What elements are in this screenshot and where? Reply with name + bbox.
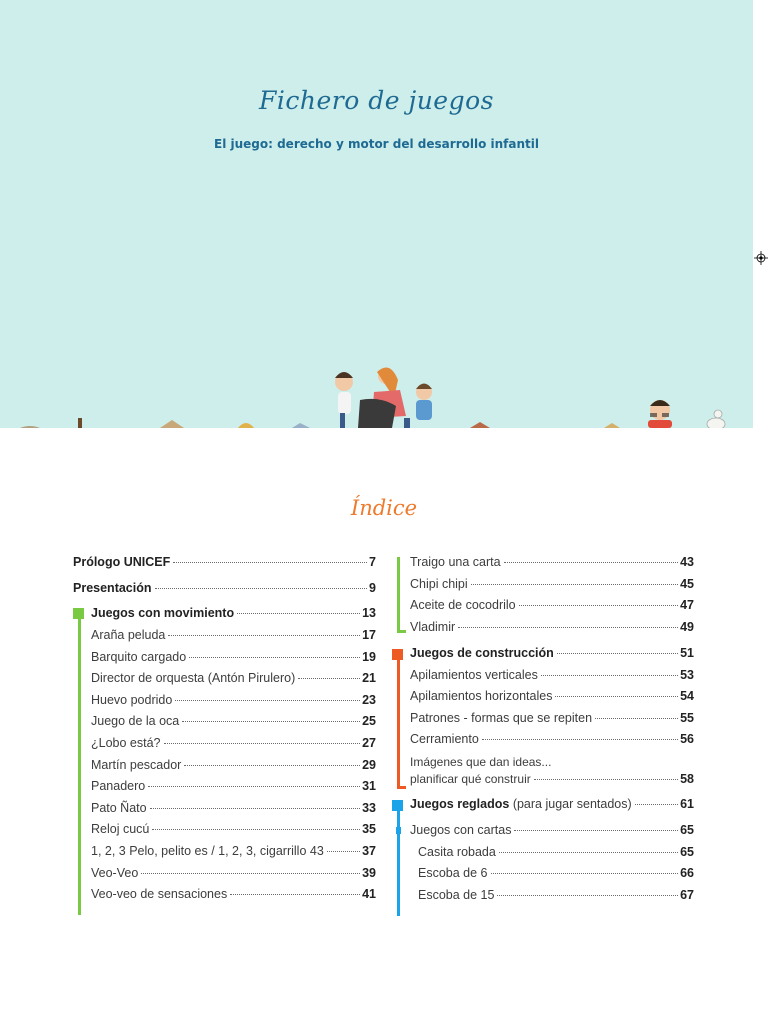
toc-entry[interactable]: Veo-Veo 39 bbox=[91, 866, 376, 880]
toc-section-juegos-de-construccion[interactable]: Juegos de construcción 51 bbox=[410, 646, 694, 660]
toc-entry[interactable]: Escoba de 15 67 bbox=[418, 888, 694, 902]
toc-entry[interactable]: Cerramiento 56 bbox=[410, 732, 694, 746]
toc-entry[interactable]: Traigo una carta 43 bbox=[410, 555, 694, 569]
cover-panel bbox=[0, 0, 753, 428]
toc-entry[interactable]: Martín pescador 29 bbox=[91, 758, 376, 772]
toc-entry[interactable]: Pato Ñato 33 bbox=[91, 801, 376, 815]
toc-entry[interactable]: Aceite de cocodrilo 47 bbox=[410, 598, 694, 612]
toc-entry-prologo[interactable]: Prólogo UNICEF 7 bbox=[73, 555, 376, 569]
subsection-bullet-blue bbox=[396, 827, 401, 834]
toc-entry[interactable]: Araña peluda 17 bbox=[91, 628, 376, 642]
toc-entry[interactable]: Patrones - formas que se repiten 55 bbox=[410, 711, 694, 725]
toc-section-juegos-con-movimiento[interactable]: Juegos con movimiento 13 bbox=[91, 606, 376, 620]
toc-entry[interactable]: ¿Lobo está? 27 bbox=[91, 736, 376, 750]
section-line-orange bbox=[397, 649, 400, 789]
section-line-blue bbox=[397, 800, 400, 916]
toc-entry[interactable]: Chipi chipi 45 bbox=[410, 577, 694, 591]
cover-title: Fichero de juegos bbox=[259, 86, 494, 115]
toc-entry[interactable]: Apilamientos verticales 53 bbox=[410, 668, 694, 682]
toc-entry[interactable]: Apilamientos horizontales 54 bbox=[410, 689, 694, 703]
toc-entry[interactable]: Barquito cargado 19 bbox=[91, 650, 376, 664]
toc-section-juegos-reglados[interactable]: Juegos reglados (para jugar sentados) 61 bbox=[410, 797, 694, 811]
cover-subtitle: El juego: derecho y motor del desarrollo infantil bbox=[214, 137, 539, 151]
toc-entry[interactable]: Reloj cucú 35 bbox=[91, 822, 376, 836]
toc-entry[interactable]: Juegos con cartas 65 bbox=[410, 823, 694, 837]
toc-entry-first-line: Imágenes que dan ideas... bbox=[410, 755, 552, 769]
toc-entry[interactable]: Vladimir 49 bbox=[410, 620, 694, 634]
index-title: Índice bbox=[350, 496, 418, 520]
toc-entry[interactable]: Casita robada 65 bbox=[418, 845, 694, 859]
registration-mark-icon bbox=[754, 251, 768, 265]
section-line-green-continued bbox=[397, 557, 400, 633]
toc-entry[interactable]: Veo-veo de sensaciones 41 bbox=[91, 887, 376, 901]
toc-entry[interactable]: Huevo podrido 23 bbox=[91, 693, 376, 707]
toc-entry[interactable]: planificar qué construir 58 bbox=[410, 772, 694, 786]
section-end-tick-orange bbox=[397, 786, 406, 789]
toc-entry[interactable]: Panadero 31 bbox=[91, 779, 376, 793]
toc-entry[interactable]: Director de orquesta (Antón Pirulero) 21 bbox=[91, 671, 376, 685]
toc-entry[interactable]: 1, 2, 3 Pelo, pelito es / 1, 2, 3, cigarrillo 43 37 bbox=[91, 844, 376, 858]
toc-entry-presentacion[interactable]: Presentación 9 bbox=[73, 581, 376, 595]
children-playing-illustration bbox=[0, 0, 753, 428]
toc-entry[interactable]: Juego de la oca 25 bbox=[91, 714, 376, 728]
section-end-tick-green bbox=[397, 630, 406, 633]
section-line-green bbox=[78, 608, 81, 915]
toc-entry[interactable]: Escoba de 6 66 bbox=[418, 866, 694, 880]
